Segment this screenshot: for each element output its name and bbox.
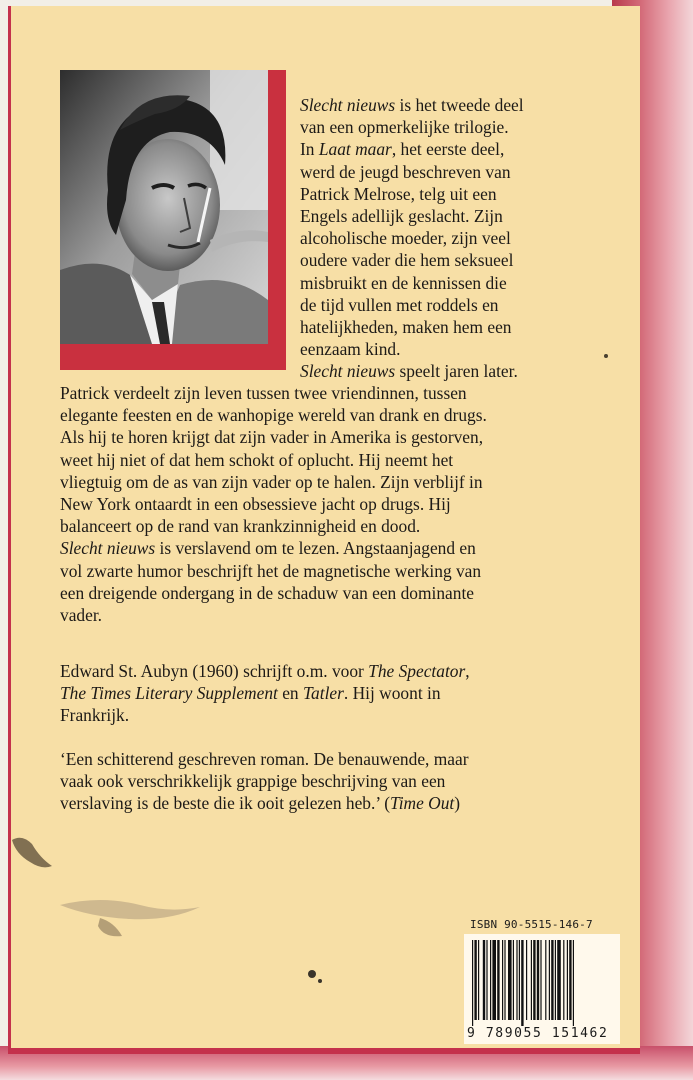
text-run: de tijd vullen met roddels en xyxy=(300,294,499,315)
text-line xyxy=(60,770,469,792)
italic-title: Tatler xyxy=(302,683,344,704)
text-run: van een opmerkelijke trilogie. xyxy=(300,117,509,138)
barcode-bar xyxy=(557,940,561,1020)
italic-title: The Times Literary Supplement xyxy=(60,683,278,704)
barcode-bar xyxy=(519,940,520,1020)
barcode-bar xyxy=(545,940,546,1020)
text-run: is het tweede deel xyxy=(395,95,524,115)
text-line xyxy=(300,338,524,360)
text-line xyxy=(300,272,524,294)
barcode-bar xyxy=(521,940,523,1026)
barcode-bar xyxy=(551,940,553,1020)
barcode-bar xyxy=(531,940,532,1020)
text-run: Edward St. Aubyn (1960) schrijft o.m. voor xyxy=(60,661,369,681)
italic-title: Slecht nieuws xyxy=(300,361,396,382)
barcode-bar xyxy=(492,940,496,1020)
barcode-bar xyxy=(490,940,491,1020)
text-run: speelt jaren later. xyxy=(395,361,518,382)
text-line xyxy=(60,682,470,704)
text-run: vliegtuig om de as van zijn vader op te halen. Zijn verblijf in xyxy=(60,471,483,492)
text-run: vader. xyxy=(60,605,103,626)
text-line xyxy=(60,792,469,814)
text-line xyxy=(60,748,469,770)
barcode-bar xyxy=(486,940,487,1020)
isbn-label: ISBN 90-5515-146-7 xyxy=(470,918,593,931)
italic-title: Slecht nieuws xyxy=(60,538,156,559)
text-run: en xyxy=(277,683,303,704)
barcode-bar xyxy=(478,940,479,1020)
text-run: vaak ook verschrikkelijk grappige beschrijving van een xyxy=(60,771,446,792)
text-run: Patrick Melrose, telg uit een xyxy=(300,183,497,204)
text-line xyxy=(60,449,487,471)
text-line xyxy=(60,604,487,626)
text-run: weet hij niet of dat hem schokt of oplucht. Hij neemt het xyxy=(60,449,454,470)
barcode-bar xyxy=(573,940,574,1026)
text-run: balanceert op de rand van krankzinnigheid en dood. xyxy=(60,516,421,537)
text-run: is verslavend om te lezen. Angstaanjagend en xyxy=(155,538,476,559)
barcode-bar xyxy=(537,940,539,1020)
barcode-bar xyxy=(502,940,503,1020)
barcode-bar xyxy=(569,940,571,1020)
text-line xyxy=(60,404,487,426)
text-run: elegante feesten en de wanhopige wereld van drank en drugs. xyxy=(60,405,487,426)
blurb-plot xyxy=(60,382,487,626)
barcode-bar xyxy=(513,940,514,1020)
text-line xyxy=(60,560,487,582)
text-line xyxy=(300,138,524,160)
text-run: , xyxy=(465,661,470,681)
text-line xyxy=(300,94,524,116)
text-line xyxy=(300,205,524,227)
barcode-bar xyxy=(555,940,556,1020)
text-run: . Hij woont in xyxy=(343,683,441,704)
text-line xyxy=(300,249,524,271)
barcode-bar xyxy=(516,940,517,1020)
author-photo xyxy=(60,70,268,344)
text-run: hatelijkheden, maken hem een xyxy=(300,317,512,338)
text-run: ‘Een schitterend geschreven roman. De benauwende, maar xyxy=(60,749,469,769)
barcode-bar xyxy=(540,940,541,1020)
barcode-bar xyxy=(504,940,505,1020)
barcode-bar xyxy=(497,940,499,1020)
text-line xyxy=(300,316,524,338)
italic-title: Time Out xyxy=(390,793,455,814)
text-run: alcoholische moeder, zijn veel xyxy=(300,228,511,249)
barcode-bar xyxy=(533,940,535,1020)
text-line xyxy=(60,704,470,726)
text-run: ) xyxy=(454,793,461,814)
text-line xyxy=(60,660,470,682)
text-run: Als hij te horen krijgt dat zijn vader in Amerika is gestorven, xyxy=(60,427,484,448)
text-run: een dreigende ondergang in de schaduw van een dominante xyxy=(60,582,475,603)
text-line xyxy=(300,116,524,138)
text-run: eenzaam kind. xyxy=(300,339,401,360)
text-run: misbruikt en de kennissen die xyxy=(300,272,507,293)
text-line xyxy=(300,161,524,183)
italic-title: Laat maar xyxy=(318,139,392,160)
barcode-bar xyxy=(526,940,527,1020)
barcode-bar xyxy=(508,940,512,1020)
text-run: , het eerste deel, xyxy=(391,139,505,160)
text-run: vol zwarte humor beschrijft het de magnetische werking van xyxy=(60,560,482,581)
text-run: oudere vader die hem seksueel xyxy=(300,250,514,271)
text-line xyxy=(300,360,524,382)
text-run: In xyxy=(300,139,319,160)
barcode-number: 9 789055 151462 xyxy=(467,1026,609,1041)
text-line xyxy=(300,183,524,205)
text-run: Patrick verdeelt zijn leven tussen twee vriendinnen, tussen xyxy=(60,383,467,403)
text-run: New York ontaardt in een obsessieve jacht op drugs. Hij xyxy=(60,494,451,515)
text-run: Engels adellijk geslacht. Zijn xyxy=(300,206,503,227)
text-run: werd de jeugd beschreven van xyxy=(300,161,511,182)
barcode-bar xyxy=(472,940,473,1026)
text-run: Frankrijk. xyxy=(60,705,130,726)
text-line xyxy=(300,227,524,249)
text-run: verslaving is de beste die ik ooit gelezen heb.’ ( xyxy=(60,793,390,814)
barcode-bar xyxy=(567,940,568,1020)
text-line xyxy=(300,294,524,316)
text-line xyxy=(60,471,487,493)
barcode-bar xyxy=(483,940,485,1020)
text-line xyxy=(60,515,487,537)
text-line xyxy=(60,493,487,515)
barcode-bar xyxy=(563,940,564,1020)
text-line xyxy=(60,582,487,604)
text-line xyxy=(60,537,487,559)
barcode-bar xyxy=(474,940,476,1020)
italic-title: The Spectator xyxy=(368,661,466,681)
text-line xyxy=(60,382,487,404)
blurb-intro xyxy=(300,94,524,383)
text-line xyxy=(60,426,487,448)
review-quote xyxy=(60,748,469,815)
barcode-bar xyxy=(549,940,550,1020)
italic-title: Slecht nieuws xyxy=(300,95,396,115)
author-bio xyxy=(60,660,470,727)
